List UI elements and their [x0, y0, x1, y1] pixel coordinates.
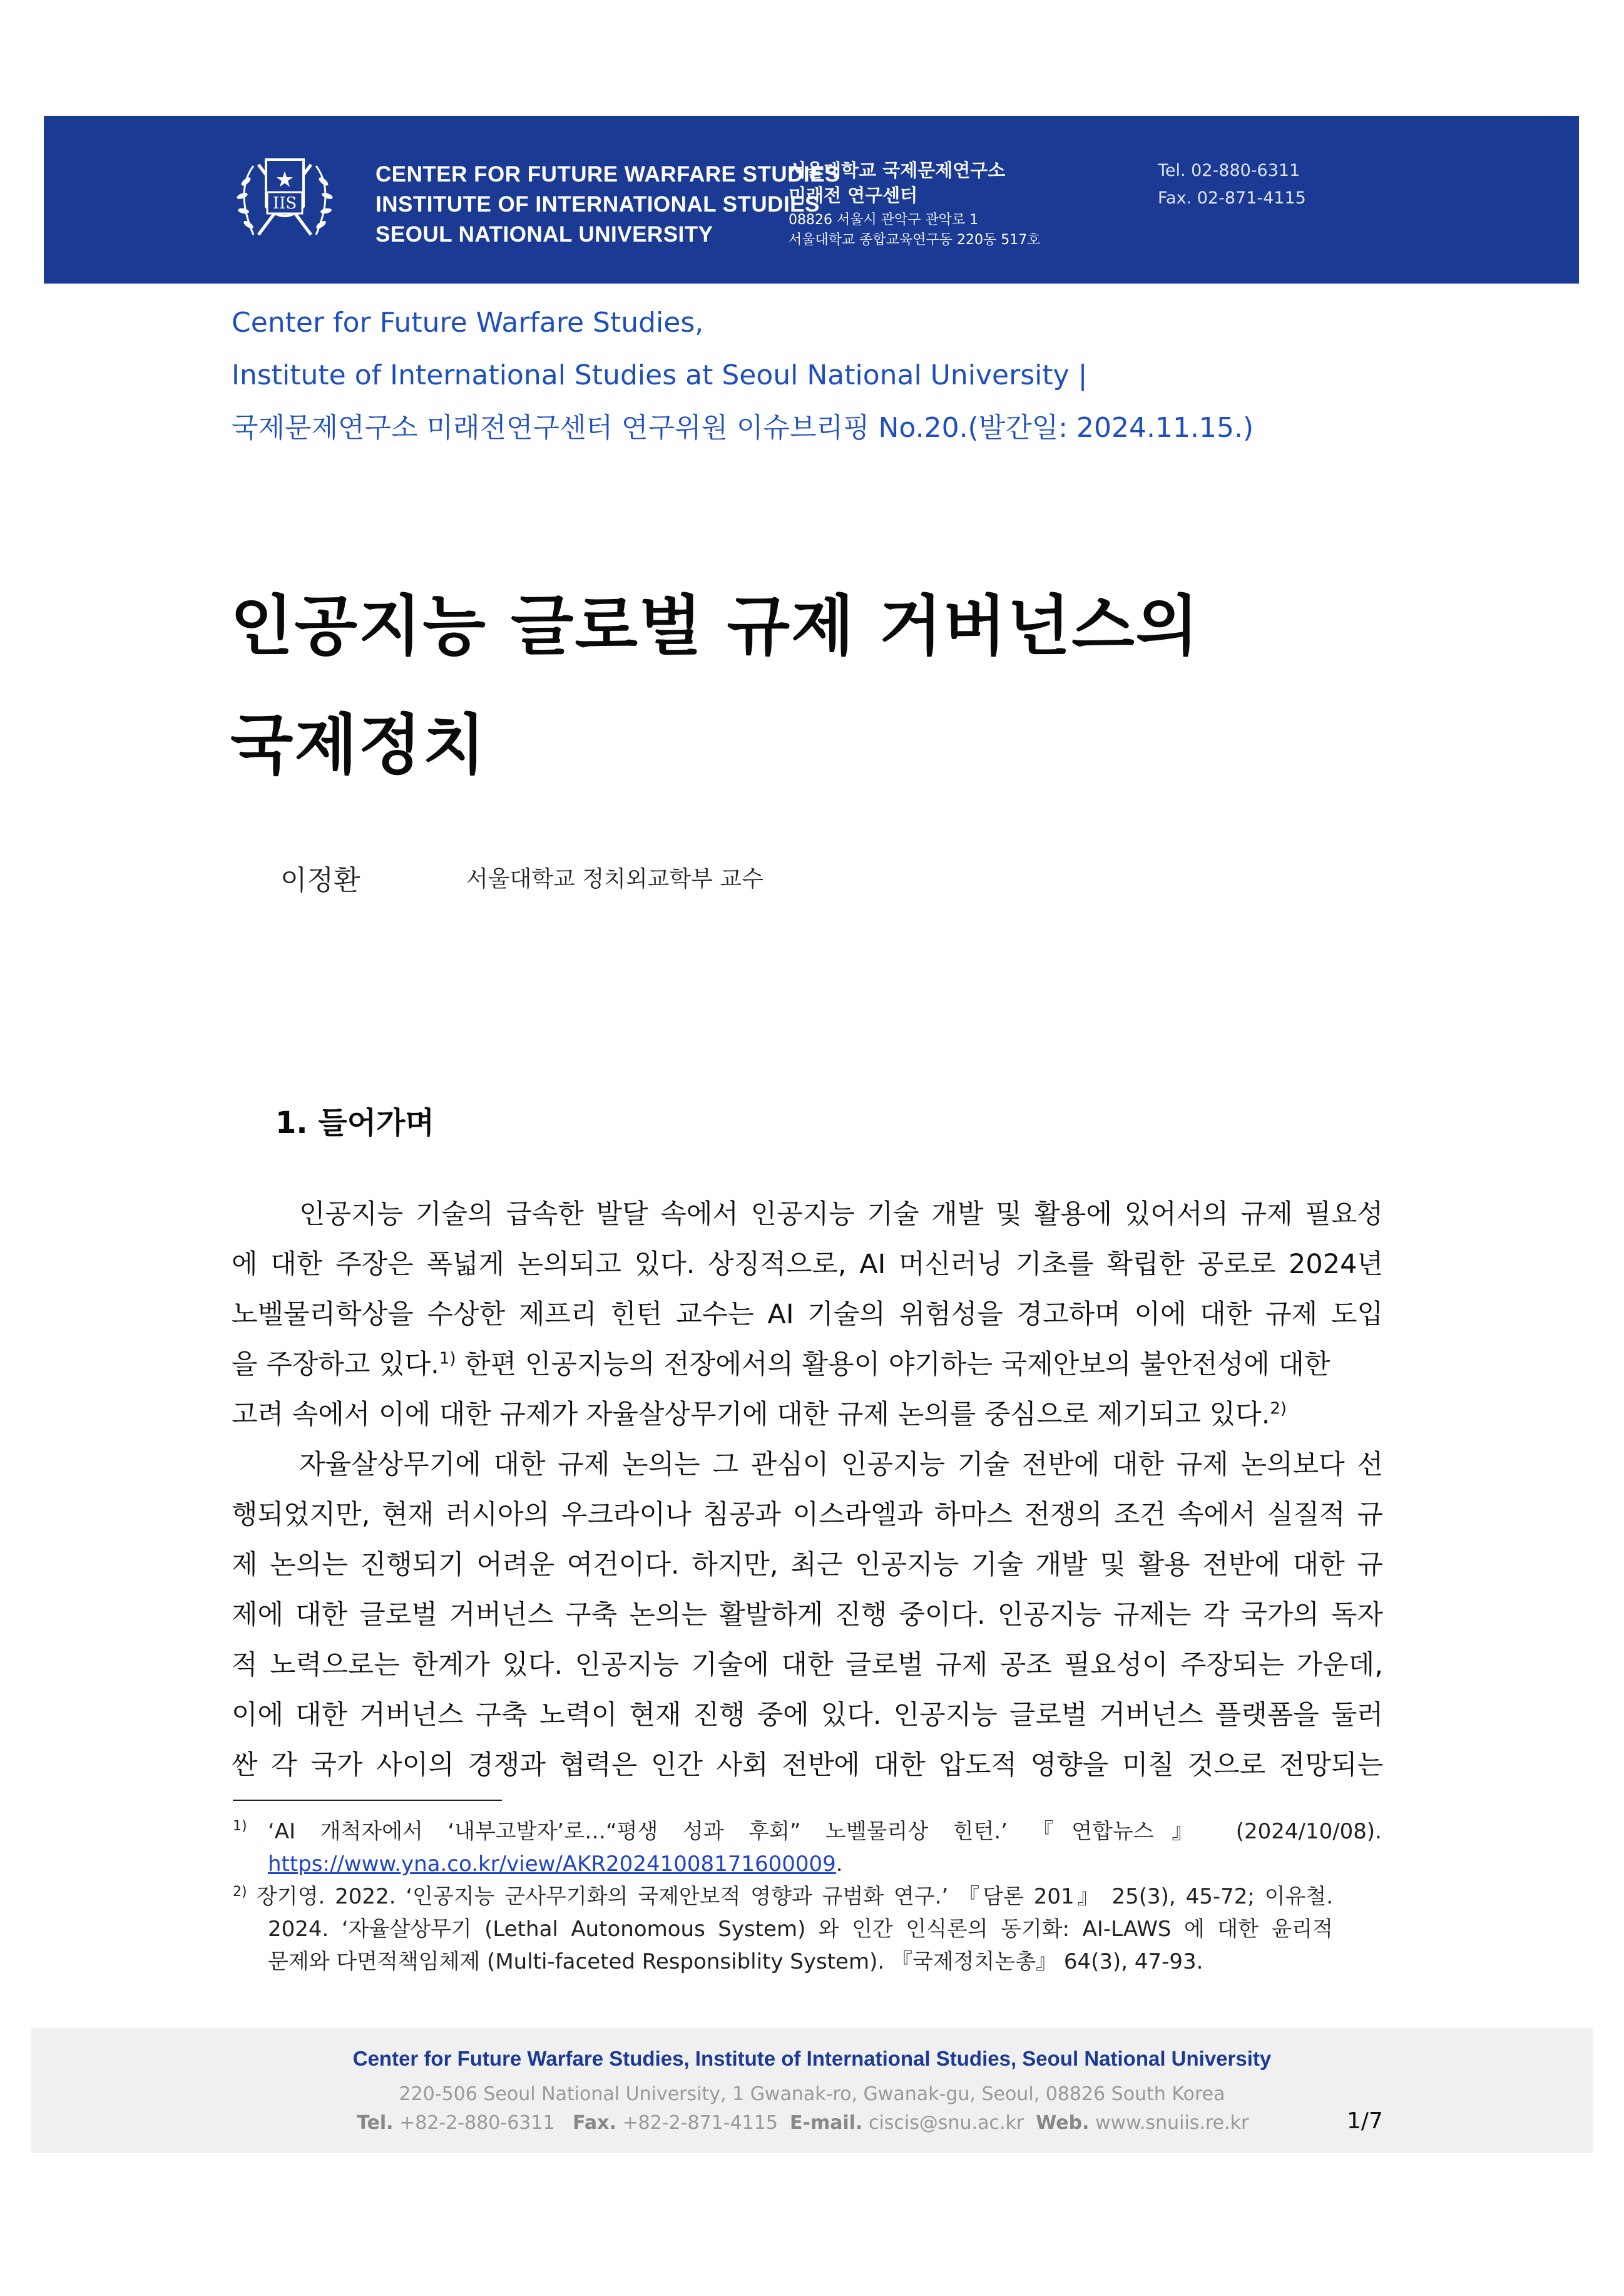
- body-line: 적 노력으로는 한계가 있다. 인공지능 기술에 대한 글로벌 규제 공조 필요성이 주장되는 가운데,: [232, 1649, 1383, 1681]
- footnote-1-marker: 1): [233, 1818, 247, 1834]
- body-line: [232, 1340, 1383, 1390]
- body-line: 이에 대한 거버넌스 구축 노력이 현재 진행 중에 있다. 인공지능 글로벌 거버넌스 플랫폼을 둘러: [232, 1699, 1383, 1731]
- body-line: 제에 대한 글로벌 거버넌스 구축 논의는 활발하게 진행 중이다. 인공지능 규제는 각 국가의 독자: [232, 1599, 1383, 1631]
- footer-tel: +82-2-880-6311: [399, 2112, 555, 2134]
- footer-web-label: Web.: [1036, 2112, 1090, 2134]
- footer-fax-label: Fax.: [573, 2112, 616, 2134]
- footnote-1-link[interactable]: https://www.yna.co.kr/view/AKR20241008171600009: [268, 1852, 836, 1877]
- footnote-1-link-tail: .: [835, 1852, 843, 1877]
- author-affiliation: 서울대학교 정치외교학부 교수: [466, 866, 763, 892]
- intro-line-1: Center for Future Warfare Studies,: [232, 307, 704, 339]
- header-kr-org-2: 미래전 연구센터: [789, 185, 918, 206]
- body-text: 고려 속에서 이에 대한 규제가 자율살상무기에 대한 규제 논의를 중심으로 제기되고 있다.: [232, 1399, 1270, 1430]
- footnote-1-link-line: [268, 1848, 1382, 1880]
- body-line: 노벨물리학상을 수상한 제프리 힌턴 교수는 AI 기술의 위험성을 경고하며 이에 대한 규제 도입: [232, 1299, 1383, 1330]
- body-text: 을 주장하고 있다.: [232, 1349, 439, 1380]
- footnote-2-line-3: 문제와 다면적책임체제 (Multi-faceted Responsiblity System). 『국제정치논총』 64(3), 47-93.: [268, 1949, 1203, 1974]
- footer-email-label: E-mail.: [790, 2112, 863, 2134]
- footer-contact-line: [357, 2112, 1249, 2134]
- header-banner: [44, 116, 1579, 284]
- footnote-ref-2[interactable]: 2): [1270, 1399, 1287, 1418]
- intro-line-2: Institute of International Studies at Seoul National University |: [232, 359, 1088, 391]
- footnote-2-marker: 2): [233, 1884, 247, 1900]
- header-tel: Tel. 02-880-6311: [1158, 161, 1300, 180]
- body-text: 한편 인공지능의 전장에서의 활용이 야기하는 국제안보의 불안전성에 대한: [464, 1349, 1330, 1380]
- footer-address: 220-506 Seoul National University, 1 Gwanak-ro, Gwanak-gu, Seoul, 08826 South Korea: [399, 2083, 1225, 2105]
- footnote-1-text: ‘AI 개척자에서 ‘내부고발자’로…“평생 성과 후회” 노벨물리상 힌턴.’ 『연합뉴스』 (2024/10/08).: [268, 1819, 1382, 1844]
- body-line: 인공지능 기술의 급속한 발달 속에서 인공지능 기술 개발 및 활용에 있어서의 규제 필요성: [299, 1199, 1383, 1230]
- institute-logo: [210, 147, 360, 247]
- header-kr-addr-1: 08826 서울시 관악구 관악로 1: [789, 212, 979, 228]
- body-line: 자율살상무기에 대한 규제 논의는 그 관심이 인공지능 기술 전반에 대한 규제 논의보다 선: [299, 1449, 1383, 1480]
- body-line: 제 논의는 진행되기 어려운 여건이다. 하지만, 최근 인공지능 기술 개발 및 활용 전반에 대한 규: [232, 1549, 1383, 1581]
- header-eng-line-1: CENTER FOR FUTURE WARFARE STUDIES: [375, 162, 840, 187]
- footer-tel-label: Tel.: [357, 2112, 394, 2134]
- body-line: 싼 각 국가 사이의 경쟁과 협력은 인간 사회 전반에 대한 압도적 영향을 미칠 것으로 전망되는: [232, 1750, 1383, 1781]
- page-number: 1/7: [1347, 2108, 1383, 2134]
- header-fax: Fax. 02-871-4115: [1158, 188, 1306, 208]
- footnote-2-line-1: 장기영. 2022. ‘인공지능 군사무기화의 국제안보적 영향과 규범화 연구.’ 『담론 201』 25(3), 45-72; 이유철.: [257, 1884, 1333, 1909]
- footer-title: Center for Future Warfare Studies, Institute of International Studies, Seoul National University: [352, 2047, 1272, 2070]
- svg-text:★: ★: [276, 169, 294, 191]
- footnote-ref-1[interactable]: 1): [439, 1349, 456, 1368]
- footer-fax: +82-2-871-4115: [622, 2112, 778, 2134]
- body-line: 행되었지만, 현재 러시아의 우크라이나 침공과 이스라엘과 하마스 전쟁의 조건 속에서 실질적 규: [232, 1499, 1383, 1530]
- footnote-divider: [233, 1800, 502, 1801]
- page-footer: [31, 2028, 1593, 2153]
- section-heading: 1. 들어가며: [275, 1105, 434, 1140]
- footnote-2-line-2: 2024. ‘자율살상무기 (Lethal Autonomous System) 와 인간 인식론의 동기화: AI-LAWS 에 대한 윤리적: [268, 1917, 1333, 1942]
- footer-email[interactable]: ciscis@snu.ac.kr: [868, 2112, 1024, 2134]
- header-kr-addr-2: 서울대학교 종합교육연구동 220동 517호: [789, 232, 1041, 248]
- author-name: 이정환: [280, 864, 360, 896]
- document-title-line-2: 국제정치: [230, 707, 487, 783]
- body-line: [232, 1390, 1383, 1440]
- header-kr-org-1: 서울대학교 국제문제연구소: [789, 160, 1006, 181]
- body-line: 에 대한 주장은 폭넓게 논의되고 있다. 상징적으로, AI 머신러닝 기초를 확립한 공로로 2024년: [232, 1249, 1383, 1280]
- header-eng-line-2: INSTITUTE OF INTERNATIONAL STUDIES: [375, 192, 820, 217]
- header-eng-line-3: SEOUL NATIONAL UNIVERSITY: [375, 222, 713, 247]
- footer-web[interactable]: www.snuiis.re.kr: [1095, 2112, 1249, 2134]
- intro-line-3: 국제문제연구소 미래전연구센터 연구위원 이슈브리핑 No.20.(발간일: 2024.11.15.): [232, 412, 1254, 444]
- logo-lettering: IIS: [272, 194, 297, 213]
- document-title-line-1: 인공지능 글로벌 규제 거버넌스의: [230, 588, 1200, 664]
